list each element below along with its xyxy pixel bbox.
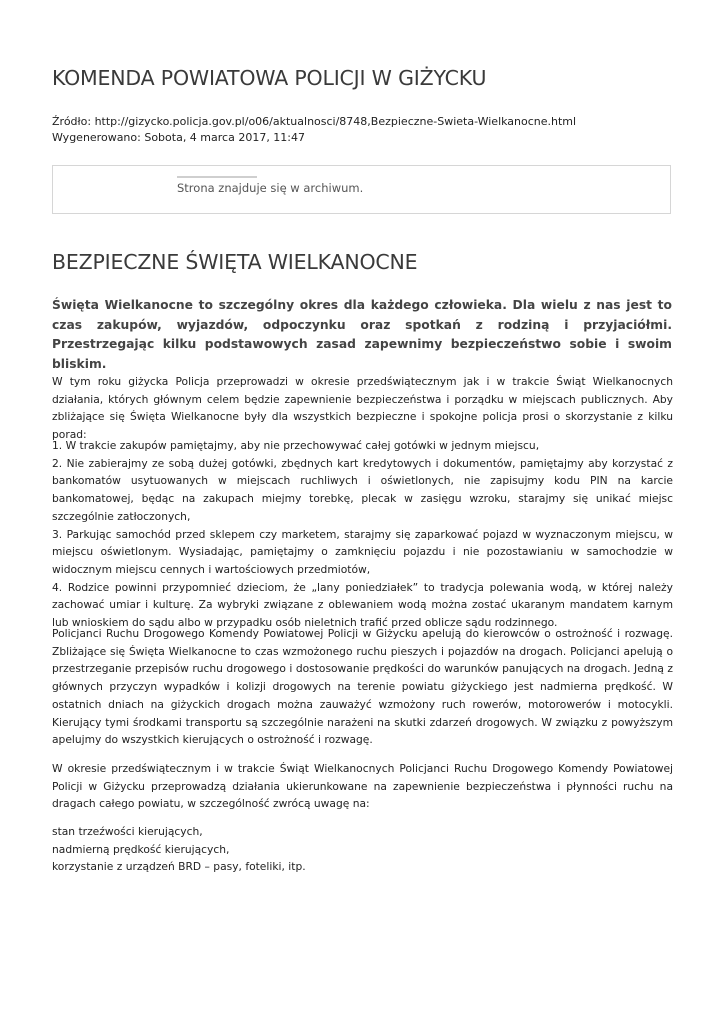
list-item: korzystanie z urządzeń BRD – pasy, foteliki, itp. bbox=[52, 860, 306, 874]
article-intro: W tym roku giżycka Policja przeprowadzi w okresie przedświątecznym jak i w trakcie Świąt Wielkanocnych działania, których głównym celem będzie zapewnienie bezpieczeństwa i porządku w miejscach publicznych. Aby zbliżające się Święta Wielkanocne były dla wszystkich bezpieczne i spokojne policja prosi o skorzystanie z kilku porad: bbox=[52, 375, 673, 442]
list-item: stan trzeźwości kierujących, bbox=[52, 825, 203, 838]
site-title: KOMENDA POWIATOWA POLICJI W GIŻYCKU bbox=[52, 66, 487, 90]
actions-block bbox=[52, 760, 673, 813]
list-item: 4. Rodzice powinni przypomnieć dzieciom, że „lany poniedziałek” to tradycja polewania wodą, w której należy zachować umiar i kulturę. Za wybryki związane z oblewaniem wodą można zostać ukaranym mandatem karnym lub wnioskiem do sądu albo w przypadku osób nieletnich trafić przed oblicze sądu rodzinnego. bbox=[52, 580, 673, 630]
article-lead: Święta Wielkanocne to szczególny okres dla każdego człowieka. Dla wielu z nas jest to czas zakupów, wyjazdów, odpoczynku oraz spotkań z rodziną i przyjaciółmi. Przestrzegając kilku podstawowych zasad zapewnimy bezpieczeństwo sobie i swoim bliskim. bbox=[52, 298, 672, 371]
list-item: 1. W trakcie zakupów pamiętajmy, aby nie przechowywać całej gotówki w jednym miejscu, bbox=[52, 439, 540, 452]
document-meta bbox=[52, 114, 576, 145]
archive-notice: Strona znajduje się w archiwum. bbox=[177, 181, 364, 195]
article-intro-block bbox=[52, 373, 673, 444]
list-item: nadmierną prędkość kierujących, bbox=[52, 842, 230, 856]
focus-list bbox=[52, 823, 306, 876]
source-url: Źródło: http://gizycko.policja.gov.pl/o06/aktualnosci/8748,Bezpieczne-Swieta-Wielkanocne.html bbox=[52, 115, 577, 128]
traffic-block bbox=[52, 625, 673, 749]
article-title: BEZPIECZNE ŚWIĘTA WIELKANOCNE bbox=[52, 250, 418, 274]
archive-notice-box bbox=[52, 165, 671, 214]
generated-date: Wygenerowano: Sobota, 4 marca 2017, 11:47 bbox=[52, 130, 306, 144]
actions-paragraph: W okresie przedświątecznym i w trakcie Świąt Wielkanocnych Policjanci Ruchu Drogowego Komendy Powiatowej Policji w Giżycku przeprowadzą działania ukierunkowane na zapewnienie bezpieczeństwa i płynności ruchu na dragach całego powiatu, w szczególność zwrócą uwagę na: bbox=[52, 762, 673, 811]
archive-divider bbox=[177, 176, 257, 178]
list-item: 3. Parkując samochód przed sklepem czy marketem, starajmy się zaparkować pojazd w wyznaczonym miejscu, w miejscu oświetlonym. Wysiadając, pamiętajmy o zamknięciu pojazdu i nie pozostawianiu w samochodzie w widocznym miejscu cennych i wartościowych przedmiotów, bbox=[52, 527, 673, 576]
list-item: 2. Nie zabierajmy ze sobą dużej gotówki, zbędnych kart kredytowych i dokumentów, pamiętajmy aby korzystać z bankomatów usytuowanych w miejscach ruchliwych i oświetlonych, nie zapisujmy kodu PIN na karcie bankomatowej, będąc na zakupach miejmy torebkę, plecak w zasięgu wzroku, starajmy się unikać miejsc szczególnie zatłoczonych, bbox=[52, 456, 673, 523]
tips-list bbox=[52, 437, 673, 632]
traffic-paragraph: Policjanci Ruchu Drogowego Komendy Powiatowej Policji w Giżycku apelują do kierowców o ostrożność i rozwagę. Zbliżające się Święta Wielkanocne to czas wzmożonego ruchu pieszych i pojazdów na drogach. Policjanci apelują o przestrzeganie przepisów ruchu drogowego i dostosowanie prędkości do warunków panujących na drogach. Jedną z głównych przyczyn wypadków i kolizji drogowych na terenie powiatu giżyckiego jest nadmierna prędkość. W ostatnich dniach na giżyckich drogach można zauważyć wzmożony ruch rowerów, motorowerów i motocykli. Kierujący tymi środkami transportu są szczególnie narażeni na skutki zdarzeń drogowych. W związku z powyższym apelujmy do wszystkich kierujących o ostrożność i rozwagę. bbox=[52, 627, 673, 747]
